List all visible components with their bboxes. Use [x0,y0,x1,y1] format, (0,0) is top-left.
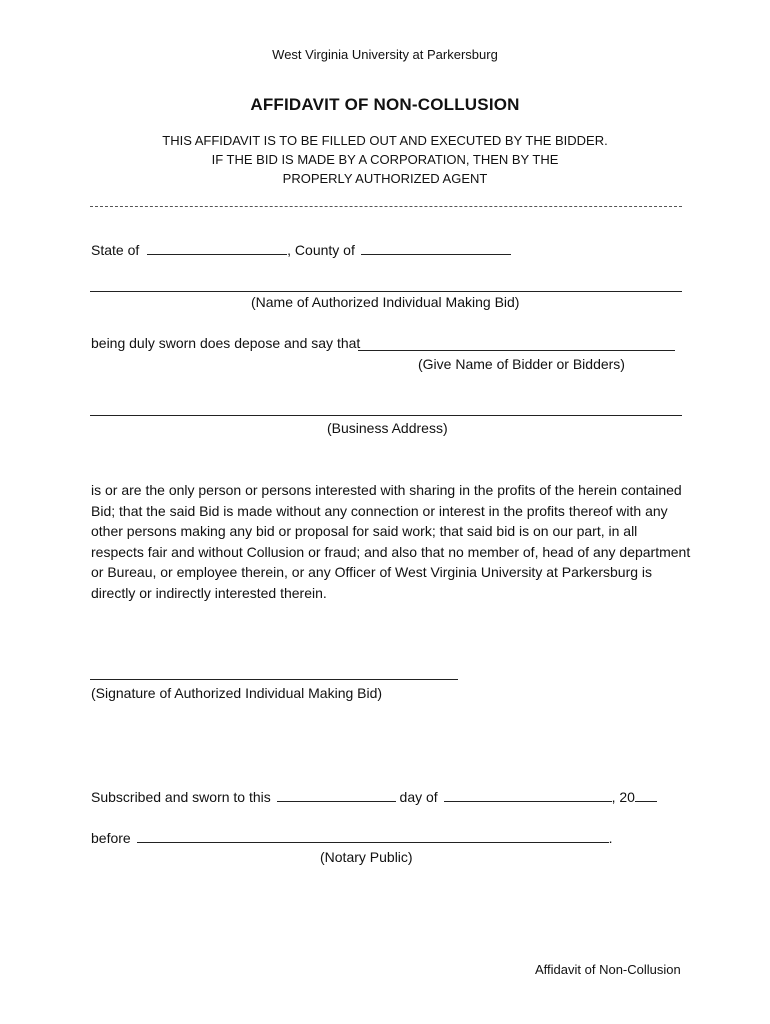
state-county-row [91,241,511,258]
authorized-name-caption: (Name of Authorized Individual Making Bid) [251,294,520,310]
county-label: , County of [287,242,355,258]
notary-caption: (Notary Public) [320,849,413,865]
sworn-statement-label: being duly sworn does depose and say that [91,335,361,351]
document-title: AFFIDAVIT OF NON-COLLUSION [250,95,520,114]
bidder-name-field[interactable] [358,350,675,351]
instruction-line-2: IF THE BID IS MADE BY A CORPORATION, THEN BY THE [211,152,559,167]
subscribed-label: Subscribed and sworn to this [91,789,271,805]
day-field[interactable] [277,788,396,802]
instruction-line-1: THIS AFFIDAVIT IS TO BE FILLED OUT AND EXECUTED BY THE BIDDER. [162,133,608,148]
signature-caption: (Signature of Authorized Individual Making Bid) [91,685,383,701]
notary-name-field[interactable] [137,829,609,843]
institution-name: West Virginia University at Parkersburg [272,47,498,62]
signature-field[interactable] [90,679,458,680]
subscribed-row [91,788,657,805]
authorized-name-field[interactable] [90,291,682,292]
before-label: before [91,830,131,846]
day-of-label: day of [399,789,438,805]
state-field[interactable] [147,241,287,255]
before-period: . [608,830,613,846]
bidder-name-caption: (Give Name of Bidder or Bidders) [418,356,625,372]
business-address-field[interactable] [90,415,682,416]
year-field[interactable] [635,788,657,802]
county-field[interactable] [361,241,511,255]
separator-line [90,206,682,207]
instruction-line-3: PROPERLY AUTHORIZED AGENT [282,171,488,186]
affidavit-statement: is or are the only person or persons interested with sharing in the profits of the herein contained Bid; that the said Bid is made without any connection or interest in the profits thereof with any other persons making any bid or proposal for said work; that said bid is on our part, in all respects fair and without Collusion or fraud; and also that no member of, head of any department or Bureau, or employee therein, or any Officer of West Virginia University at Parkersburg is directly or indirectly interested therein. [91,482,691,601]
business-address-caption: (Business Address) [327,420,448,436]
state-label: State of [91,242,140,258]
month-field[interactable] [444,788,612,802]
year-prefix: , 20 [611,789,635,805]
footer-label: Affidavit of Non-Collusion [535,962,681,977]
before-row [91,829,612,846]
